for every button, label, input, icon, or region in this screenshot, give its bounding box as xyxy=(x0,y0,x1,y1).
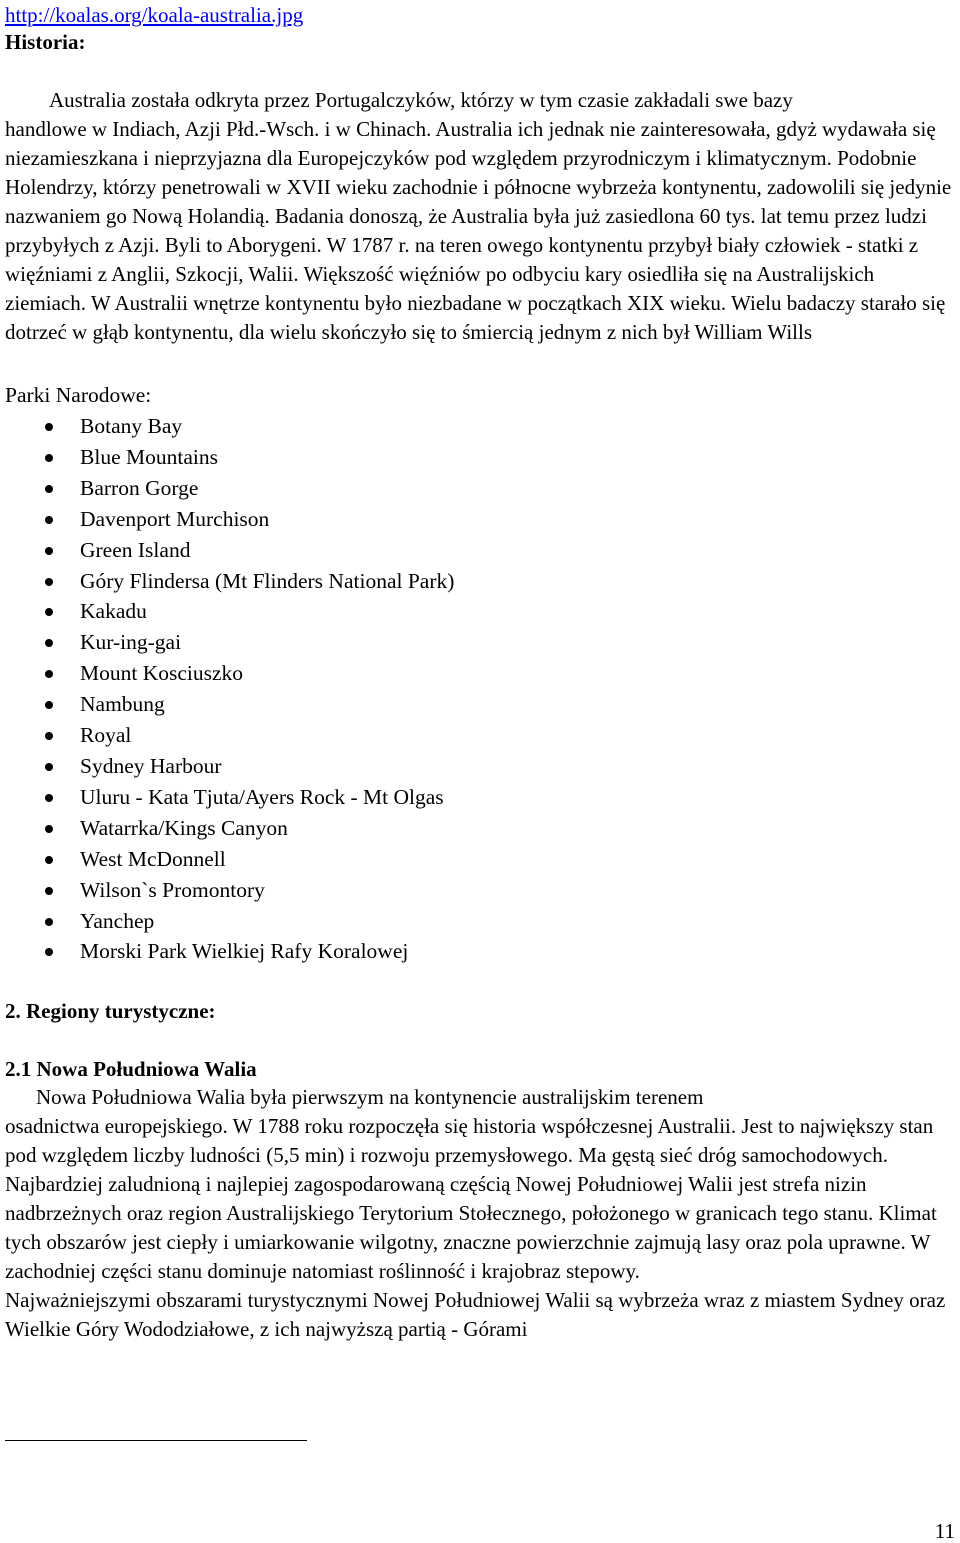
list-item: Uluru - Kata Tjuta/Ayers Rock - Mt Olgas xyxy=(5,782,955,813)
bullet-icon xyxy=(45,485,53,493)
bullet-icon xyxy=(45,516,53,524)
list-item: Nambung xyxy=(5,689,955,720)
bullet-icon xyxy=(45,639,53,647)
history-heading: Historia: xyxy=(5,30,86,54)
bullet-icon xyxy=(45,948,53,956)
parks-heading: Parki Narodowe: xyxy=(5,383,152,407)
document-page xyxy=(5,0,955,1543)
list-item: Blue Mountains xyxy=(5,442,955,473)
bullet-icon xyxy=(45,547,53,555)
list-item: Morski Park Wielkiej Rafy Koralowej xyxy=(5,936,955,967)
list-item: Kakadu xyxy=(5,596,955,627)
list-item: Yanchep xyxy=(5,906,955,937)
region-subheading: 2.1 Nowa Południowa Walia xyxy=(5,1057,257,1082)
image-source-link[interactable]: http://koalas.org/koala-australia.jpg xyxy=(5,3,304,27)
bullet-icon xyxy=(45,732,53,740)
list-item: Sydney Harbour xyxy=(5,751,955,782)
list-item: West McDonnell xyxy=(5,844,955,875)
bullet-icon xyxy=(45,918,53,926)
list-item: Davenport Murchison xyxy=(5,504,955,535)
regions-heading: 2. Regiony turystyczne: xyxy=(5,999,216,1024)
bullet-icon xyxy=(45,701,53,709)
bullet-icon xyxy=(45,763,53,771)
list-item: Watarrka/Kings Canyon xyxy=(5,813,955,844)
region-first-line: Nowa Południowa Walia była pierwszym na kontynencie australijskim terenem xyxy=(36,1085,704,1110)
list-item: Kur-ing-gai xyxy=(5,627,955,658)
bullet-icon xyxy=(45,887,53,895)
bullet-icon xyxy=(45,670,53,678)
bullet-icon xyxy=(45,608,53,616)
bullet-icon xyxy=(45,423,53,431)
list-item: Góry Flindersa (Mt Flinders National Park) xyxy=(5,566,955,597)
bullet-icon xyxy=(45,578,53,586)
list-item: Barron Gorge xyxy=(5,473,955,504)
history-body: handlowe w Indiach, Azji Płd.-Wsch. i w Chinach. Australia ich jednak nie zainteresowała, gdyż wydawała się niezamieszkana i nieprzyjazna dla Europejczyków pod względem przyrodniczym i klimatycznym. Podobnie Holendrzy, którzy penetrowali w XVII wieku zachodnie i północne wybrzeża kontynentu, zadowolili się jedynie nazwaniem go Nową Holandią. Badania donoszą, że Australia była już zasiedlona 60 tys. lat temu przez ludzi przybyłych z Azji. Byli to Aborygeni. W 1787 r. na teren owego kontynentu przybył biały człowiek - statki z więźniami z Anglii, Szkocji, Walii. Większość więźniów po odbyciu kary osiedliła się na Australijskich ziemiach. W Australii wnętrze kontynentu było niezbadane w początkach XIX wieku. Wielu badaczy starało się dotrzeć w głąb kontynentu, dla wielu skończyło się to śmiercią jednym z nich był William Wills xyxy=(5,117,952,344)
history-paragraph xyxy=(5,86,955,347)
bullet-icon xyxy=(45,454,53,462)
list-item: Mount Kosciuszko xyxy=(5,658,955,689)
region-paragraph-2: Najważniejszymi obszarami turystycznymi Nowej Południowej Walii są wybrzeża wraz z miastem Sydney oraz Wielkie Góry Wododziałowe, z ich najwyższą partią - Górami xyxy=(5,1288,946,1342)
bullet-icon xyxy=(45,856,53,864)
region-paragraph xyxy=(5,1083,955,1286)
list-item: Royal xyxy=(5,720,955,751)
bullet-icon xyxy=(45,825,53,833)
region-body: osadnictwa europejskiego. W 1788 roku rozpoczęła się historia współczesnej Australii. Jest to największy stan pod względem liczby ludności (5,5 min) i rozwoju przemysłowego. Ma gęstą sieć dróg samochodowych. Najbardziej zaludnioną i najlepiej zagospodarowaną częścią Nowej Południowej Walii jest strefa nizin nadbrzeżnych oraz region Australijskiego Terytorium Stołecznego, położonego w granicach tego stanu. Klimat tych obszarów jest ciepły i umiarkowanie wilgotny, znaczne powierzchnie zajmują lasy oraz pola uprawne. W zachodniej części stanu dominuje natomiast roślinność i krajobraz stepowy. xyxy=(5,1114,937,1284)
bullet-icon xyxy=(45,794,53,802)
history-first-line: Australia została odkryta przez Portugalczyków, którzy w tym czasie zakładali swe bazy xyxy=(49,88,793,112)
parks-list xyxy=(5,411,955,967)
footnote-separator xyxy=(5,1440,307,1441)
list-item: Green Island xyxy=(5,535,955,566)
page-number: 11 xyxy=(934,1519,955,1543)
list-item: Botany Bay xyxy=(5,411,955,442)
list-item: Wilson`s Promontory xyxy=(5,875,955,906)
